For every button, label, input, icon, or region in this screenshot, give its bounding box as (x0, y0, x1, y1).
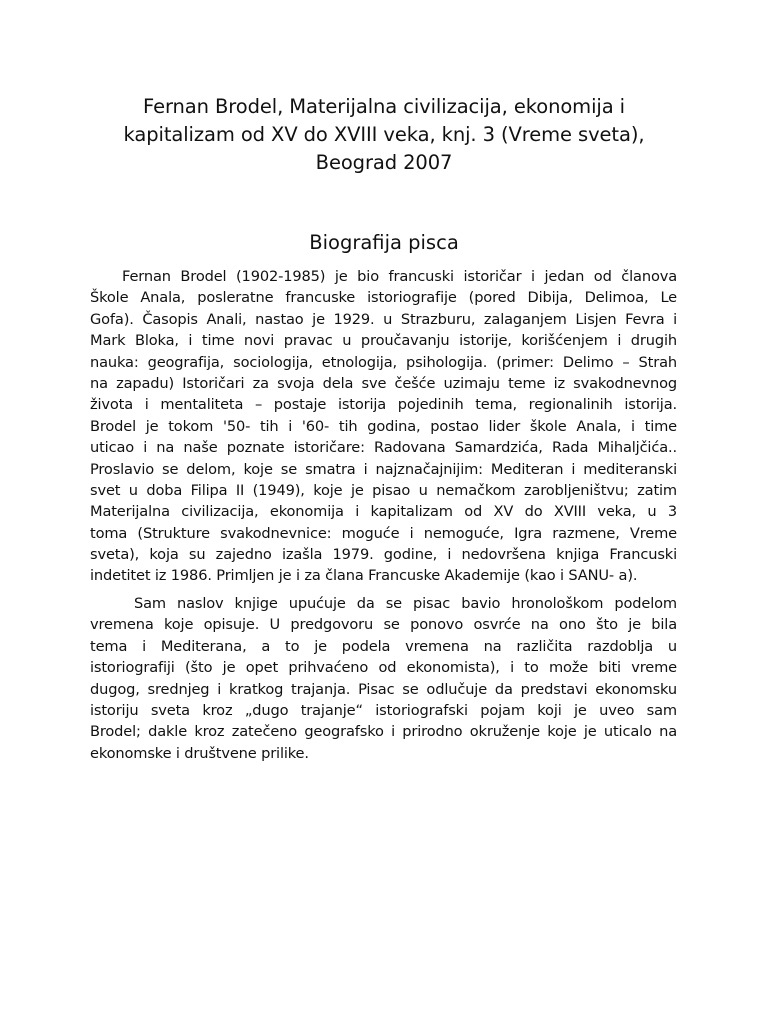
text-line: Gofa). Časopis Anali, nastao je 1929. u Strazburu, zalaganjem Lisjen Fevra i (90, 310, 677, 328)
text-line: Škole Anala, posleratne francuske istoriografije (pored Dibija, Delimoa, Le (90, 289, 677, 307)
text-line: Fernan Brodel (1902-1985) je bio francuski istoričar i jedan od članova (122, 268, 677, 285)
text-line: Materijalna civilizacija, ekonomija i kapitalizam od XV do XVIII veka, u 3 (90, 503, 677, 521)
text-line: Mark Bloka, i time novi pravac u proučavanju istorije, korišćenjem i drugih (90, 332, 677, 350)
text-line: Sam naslov knjige upućuje da se pisac bavio hronološkom podelom (134, 595, 677, 612)
text-line: uticao i na naše poznate istoričare: Radovana Samardzića, Rada Mihaljčića.. (90, 439, 677, 457)
text-line: Brodel je tokom '50- tih i '60- tih godina, postao lider škole Anala, i time (90, 417, 677, 435)
paragraph-biography (90, 266, 677, 587)
text-line: istoriju sveta kroz „dugo trajanje“ istoriografski pojam koji je uveo sam (90, 701, 677, 719)
title-line: Beograd 2007 (315, 151, 453, 174)
text-line: dugog, srednjeg i kratkog trajanja. Pisac se odlučuje da predstavi ekonomsku (90, 680, 677, 698)
document-title (60, 93, 708, 177)
text-line: istoriografiji (što je opet prihvaćeno od ekonomista), i to može biti vreme (90, 659, 677, 677)
text-line: indetitet iz 1986. Primljen je i za člana Francuske Akademije (kao i SANU- a). (90, 567, 638, 585)
text-line: sveta), koja su zajedno izašla 1979. godine, i nedovršena knjiga Francuski (90, 546, 677, 564)
text-line: tema i Mediterana, a to je podela vremena na različita razdoblja u (90, 637, 677, 655)
text-line: vremena koje opisuje. U predgovoru se ponovo osvrće na ono što je bila (90, 616, 677, 634)
text-line: nauka: geografija, sociologija, etnologija, psihologija. (primer: Delimo – Strah (90, 353, 677, 371)
text-line: na zapadu) Istoričari za svoja dela sve češće uzimaju teme iz svakodnevnog (90, 374, 677, 392)
section-heading: Biografija pisca (309, 231, 459, 254)
text-line: Brodel; dakle kroz zatečeno geografsko i prirodno okruženje koje je uticalo na (90, 723, 677, 741)
text-line: Proslavio se delom, koje se smatra i najznačajnijim: Mediteran i mediteranski (90, 460, 677, 478)
text-line: života i mentaliteta – postaje istorija pojedinih tema, regionalinih istorija. (90, 396, 677, 414)
title-line: kapitalizam od XV do XVIII veka, knj. 3 (Vreme sveta), (123, 123, 645, 146)
paragraph-book-intro (90, 593, 677, 764)
text-line: toma (Strukture svakodnevnice: moguće i nemoguće, Igra razmene, Vreme (90, 524, 677, 542)
text-line: svet u doba Filipa II (1949), koje je pisao u nemačkom zarobljeništvu; zatim (90, 481, 677, 499)
title-line: Fernan Brodel, Materijalna civilizacija, ekonomija i (143, 95, 625, 118)
text-line: ekonomske i društvene prilike. (90, 744, 309, 762)
